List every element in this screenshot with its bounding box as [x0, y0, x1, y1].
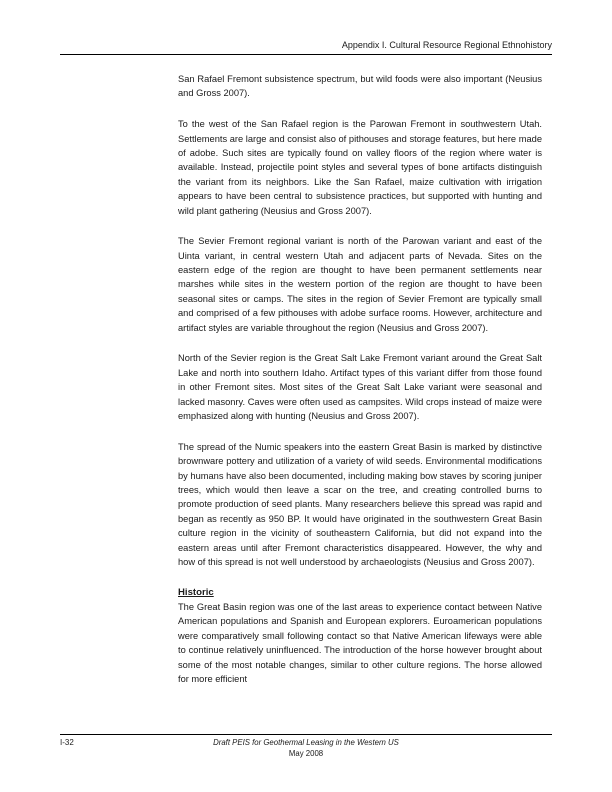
paragraph-numic-spread: The spread of the Numic speakers into the eastern Great Basin is marked by distinctive brownware pottery and utilization of a variety of wild seeds. Environmental modifications by humans have also been documented, including making bow staves by scoring juniper trees, which would then leave a scar on the tree, and creating controlled burns to promote production of seed plants. Many researchers believe this spread was rapid and began as recently as 950 BP. It would have originated in the southwestern Great Basin culture region in the vicinity of southeastern California, but did not expand into the eastern areas until after Fremont characteristics disappeared. However, the why and how of this spread is not well understood by archaeologists (Neusius and Gross 2007). — [178, 441, 542, 567]
section-heading-historic: Historic — [178, 586, 214, 598]
footer-rule — [60, 734, 552, 735]
footer-block — [180, 737, 432, 759]
main-content — [178, 72, 542, 687]
running-header: Appendix I. Cultural Resource Regional Ethnohistory — [341, 40, 552, 50]
footer-document-title: Draft PEIS for Geothermal Leasing in the Western US — [213, 738, 399, 747]
paragraph-sevier-fremont: The Sevier Fremont regional variant is north of the Parowan variant and east of the Uinta variant, in central western Utah and adjacent parts of Nevada. Sites on the eastern edge of the region are thought to have been permanent settlements near marshes while sites in the western portion of the region are thought to have been seasonal sites or camps. The sites in the region of Sevier Fremont are typically small and comprised of a few pithouses with adobe surface rooms. However, architecture and artifact styles are variable throughout the region (Neusius and Gross 2007). — [178, 236, 542, 333]
paragraph-parowan-fremont: To the west of the San Rafael region is the Parowan Fremont in southwestern Utah. Settlements are large and consist also of pithouses and storage features, but here made of adobe. Such sites are typically found on valley floors of the region where water is available. Instead, projectile point styles and several types of bone artifacts distinguish the variant from its neighbors. Like the San Rafael, maize cultivation with irrigation appears to have been central to subsistence practices, but supported with hunting and wild plant gathering (Neusius and Gross 2007). — [178, 119, 542, 216]
paragraph-historic: The Great Basin region was one of the last areas to experience contact between Native American populations and Spanish and European explorers. Euroamerican populations were comparatively small following contact so that Native American lifeways were able to continue relatively uninfluenced. The introduction of the horse however brought about some of the most notable changes, similar to other culture regions. The horse allowed for more efficient — [178, 602, 542, 685]
footer-date: May 2008 — [288, 749, 324, 758]
paragraph-san-rafael-continued: San Rafael Fremont subsistence spectrum, but wild foods were also important (Neusius and Gross 2007). — [178, 74, 542, 99]
header-rule — [60, 54, 552, 55]
paragraph-great-salt-lake-fremont: North of the Sevier region is the Great Salt Lake Fremont variant around the Great Salt Lake and north into southern Idaho. Artifact types of this variant differ from those found in other Fremont sites. Most sites of the Great Salt Lake variant were seasonal and lacked masonry. Caves were often used as campsites. Wild crops instead of maize were emphasized along with hunting (Neusius and Gross 2007). — [178, 353, 542, 422]
page-number: I-32 — [60, 738, 74, 747]
